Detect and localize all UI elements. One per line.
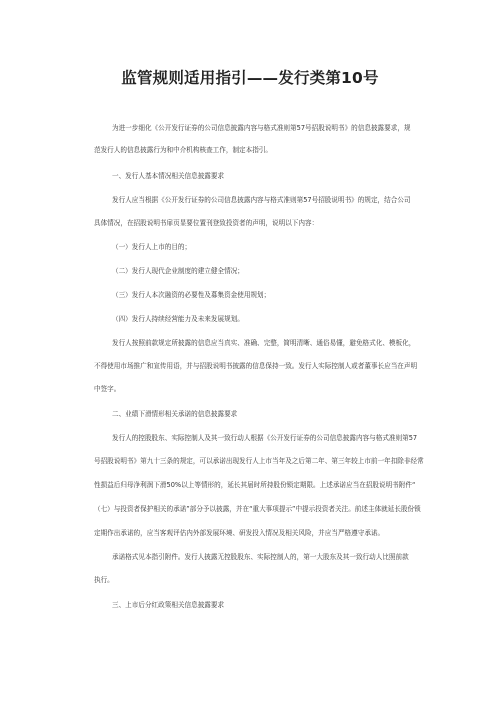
document-title: 监管规则适用指引——发行类第10号 [121, 69, 379, 87]
section-heading: 一、发行人基本情况相关信息披露要求 [112, 172, 225, 180]
section-heading: 三、上市后分红政策相关信息披露要求 [112, 601, 225, 609]
list-item: （三）发行人本次融资的必要性及募集资金使用规划； [112, 291, 271, 299]
paragraph-line: 性损益后归母净利润下滑50%以上等情形的，延长其届时所持股份锁定期限。上述承诺应当在招股说明书附件“ [94, 481, 416, 489]
paragraph-line: 执行。 [94, 576, 114, 584]
paragraph-line: 发行人的控股股东、实际控制人及其一致行动人根据《公开发行证券的公司信息披露内容与格式准则第57 [112, 434, 418, 442]
paragraph-line: 为进一步细化《公开发行证券的公司信息披露内容与格式准则第57号招股说明书》的信息披露要求，规 [112, 124, 411, 132]
paragraph-line: 发行人按照前款规定所披露的信息应当真实、准确、完整，简明清晰、通俗易懂，避免格式化、模板化， [112, 339, 416, 347]
paragraph-line: 具体情况，在招股说明书扉页显要位置刊登致投资者的声明，说明以下内容： [94, 219, 319, 227]
paragraph-line: 范发行人的信息披露行为和中介机构核查工作，制定本指引。 [94, 146, 273, 154]
list-item: （二）发行人现代企业制度的建立健全情况； [112, 267, 244, 275]
paragraph-line: （七）与投资者保护相关的承诺”部分予以披露，并在“重大事项提示”中提示投资者关注。前述主体就延长股份锁 [94, 505, 421, 513]
paragraph-line: 不得使用市场推广和宣传用语，并与招股说明书披露的信息保持一致。发行人实际控制人或者董事长应当在声明 [94, 362, 418, 370]
paragraph-line: 承诺格式见本指引附件。发行人披露无控股股东、实际控制人的，第一大股东及其一致行动人比照前款 [112, 553, 409, 561]
list-item: （一）发行人上市的目的； [112, 243, 192, 251]
list-item: （四）发行人持续经营能力及未来发展规划。 [112, 315, 244, 323]
paragraph-line: 中签字。 [94, 385, 121, 393]
section-heading: 二、业绩下滑情形相关承诺的信息披露要求 [112, 410, 238, 418]
paragraph-line: 发行人应当根据《公开发行证券的公司信息披露内容与格式准则第57号招股说明书》的规定，结合公司 [112, 196, 411, 204]
paragraph-line: 定期作出承诺的，应当客观评估内外部发展环境、研发投入情况及相关风险，并应当严格遵守承诺。 [94, 529, 385, 537]
paragraph-line: 号招股说明书》第九十三条的规定，可以承诺出现发行人上市当年及之后第二年、第三年较上市前一年扣除非经常 [94, 457, 424, 465]
